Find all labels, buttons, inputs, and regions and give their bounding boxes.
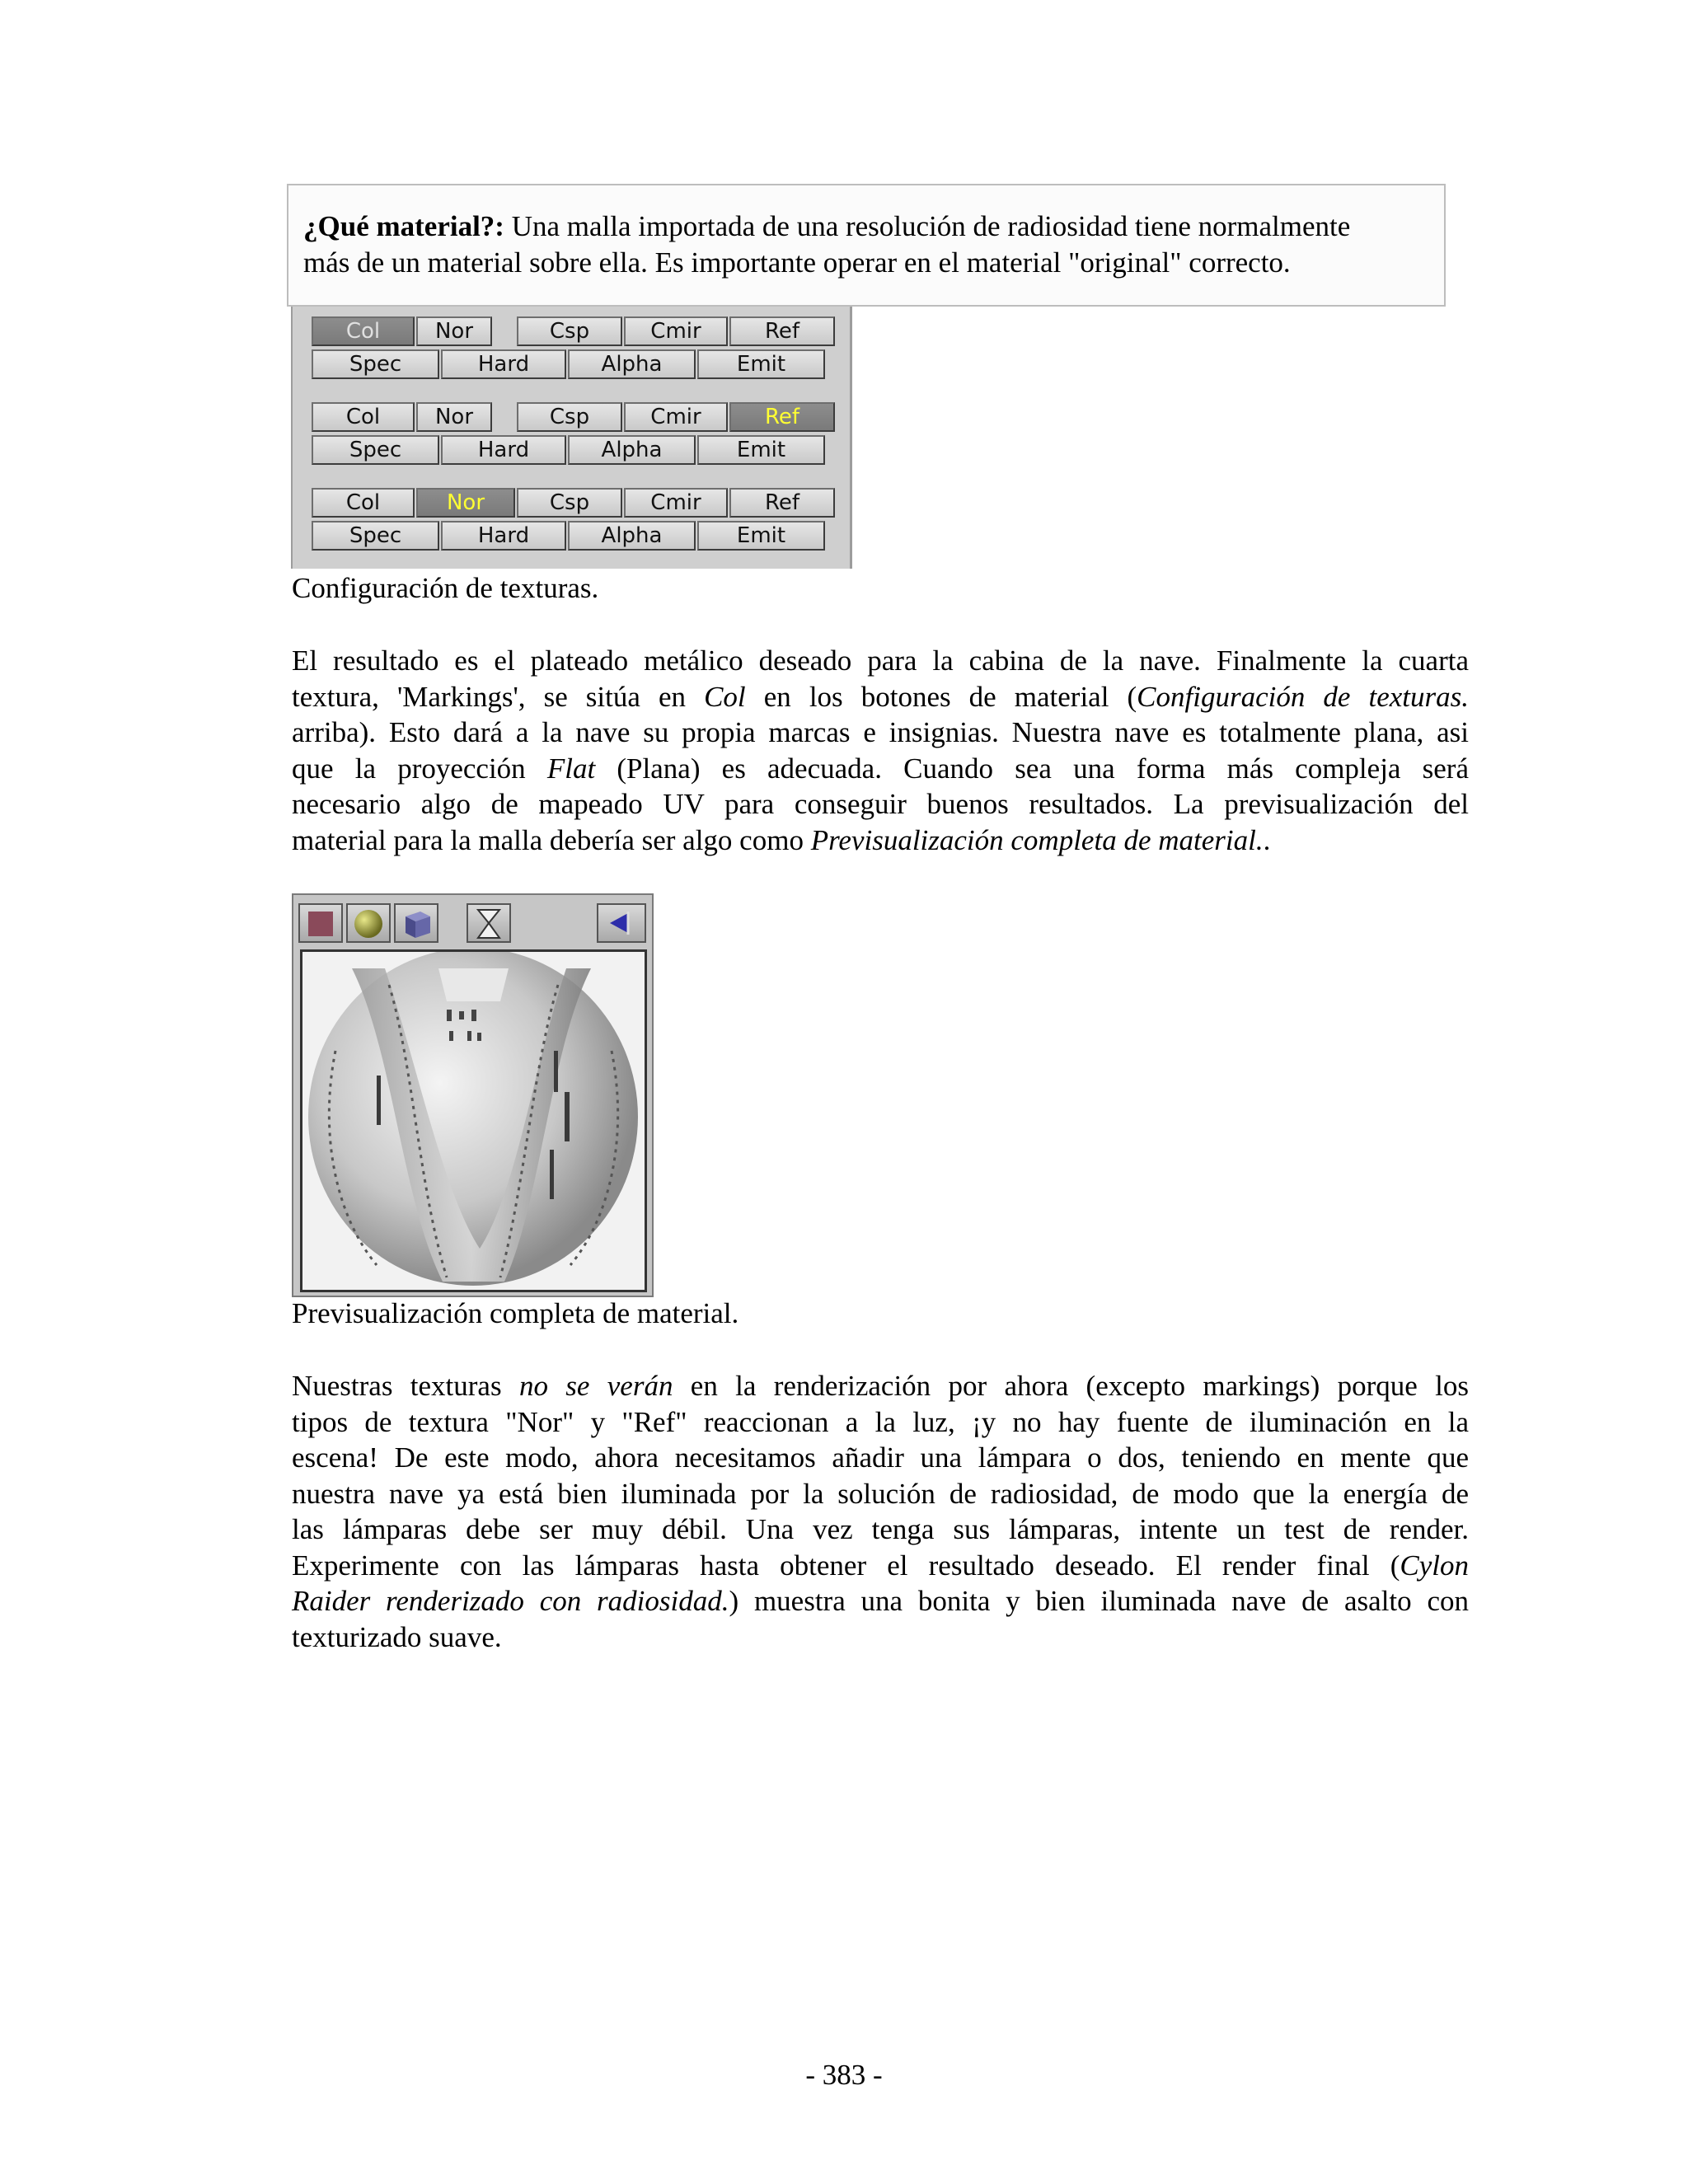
tex-csp-button[interactable]: Csp xyxy=(517,402,622,432)
tex-ref-button[interactable]: Ref xyxy=(729,402,835,432)
hourglass-icon xyxy=(468,905,509,941)
tex-col-button[interactable]: Col xyxy=(312,402,415,432)
text-run: Previsualización completa de material. xyxy=(810,823,1264,856)
tex-nor-button[interactable]: Nor xyxy=(416,402,492,432)
text-run: que la proyección xyxy=(292,752,547,785)
tex-nor-button[interactable]: Nor xyxy=(416,488,515,518)
plane-icon xyxy=(308,912,333,936)
text-run: (Plana) es adecuada. Cuando sea una forma más compleja será xyxy=(595,752,1469,785)
tex-alpha-button[interactable]: Alpha xyxy=(568,521,696,551)
text-run: textura, 'Markings', se sitúa en xyxy=(292,680,705,713)
preview-toolbar xyxy=(298,900,649,944)
tex-hard-button[interactable]: Hard xyxy=(441,435,566,465)
tex-hard-button[interactable]: Hard xyxy=(441,521,566,551)
text-line: texturizado suave. xyxy=(292,1620,502,1653)
cube-preview-button[interactable] xyxy=(394,903,438,943)
tex-spec-button[interactable]: Spec xyxy=(312,349,439,379)
sphere-preview-button[interactable] xyxy=(346,903,391,943)
tex-csp-button[interactable]: Csp xyxy=(517,488,622,518)
tex-spec-button[interactable]: Spec xyxy=(312,435,439,465)
text-run: material para la malla debería ser algo como xyxy=(292,823,811,856)
figure-caption-textures: Configuración de texturas. xyxy=(292,572,599,604)
text-line: tipos de textura "Nor" y "Ref" reaccionan a la luz, ¡y no hay fuente de iluminación en la xyxy=(292,1405,1469,1438)
note-text-1: Una malla importada de una resolución de radiosidad tiene normalmente xyxy=(504,210,1351,242)
tex-cmir-button[interactable]: Cmir xyxy=(624,402,728,432)
text-line: nuestra nave ya está bien iluminada por la solución de radiosidad, de modo que la energía de xyxy=(292,1477,1469,1510)
text-run: en la renderización por ahora (excepto markings) porque los xyxy=(673,1370,1469,1402)
tex-col-button[interactable]: Col xyxy=(312,316,415,346)
tex-alpha-button[interactable]: Alpha xyxy=(568,435,696,465)
text-line xyxy=(292,1368,1469,1404)
note-line-2: más de un material sobre ella. Es importante operar en el material "original" correcto. xyxy=(303,246,1291,279)
figure-caption-preview: Previsualización completa de material. xyxy=(292,1297,739,1329)
lamp-icon xyxy=(598,905,645,941)
tex-col-button[interactable]: Col xyxy=(312,488,415,518)
tex-alpha-button[interactable]: Alpha xyxy=(568,349,696,379)
sphere-icon xyxy=(354,910,382,938)
cube-icon xyxy=(396,905,437,941)
paragraph-result xyxy=(292,643,1469,858)
text-line: las lámparas debe ser muy débil. Una vez tenga sus lámparas, intente un test de render. xyxy=(292,1513,1469,1545)
preview-render-image xyxy=(302,952,645,1290)
text-line: El resultado es el plateado metálico deseado para la cabina de la nave. Finalmente la cuarta xyxy=(292,644,1469,677)
text-line: arriba). Esto dará a la nave su propia marcas e insignias. Nuestra nave es totalmente plana, asi xyxy=(292,716,1469,748)
text-run: Cylon xyxy=(1400,1549,1469,1582)
text-run: no se verán xyxy=(518,1370,673,1402)
text-run: Nuestras texturas xyxy=(292,1370,519,1402)
text-line: necesario algo de mapeado UV para conseguir buenos resultados. La previsualización del xyxy=(292,788,1469,820)
text-line: escena! De este modo, ahora necesitamos añadir una lámpara o dos, teniendo en mente que xyxy=(292,1441,1469,1474)
text-line xyxy=(292,1583,1469,1619)
tex-ref-button[interactable]: Ref xyxy=(729,316,835,346)
material-preview-panel xyxy=(292,893,654,1297)
text-run: en los botones de material ( xyxy=(745,680,1137,713)
text-run: Experimente con las lámparas hasta obtener el resultado deseado. El render final ( xyxy=(292,1549,1400,1582)
page-number: - 383 - xyxy=(805,2059,883,2091)
text-run: Configuración de texturas. xyxy=(1137,680,1470,713)
tex-emit-button[interactable]: Emit xyxy=(697,349,825,379)
text-line xyxy=(292,751,1469,787)
note-line-1 xyxy=(303,209,1428,245)
paragraph-lighting xyxy=(292,1368,1469,1655)
tex-hard-button[interactable]: Hard xyxy=(441,349,566,379)
tex-spec-button[interactable]: Spec xyxy=(312,521,439,551)
text-run: Flat xyxy=(546,752,596,785)
tex-csp-button[interactable]: Csp xyxy=(517,316,622,346)
tex-emit-button[interactable]: Emit xyxy=(697,435,825,465)
plane-preview-button[interactable] xyxy=(298,903,343,943)
lamp-preview-button[interactable] xyxy=(597,903,646,943)
note-box xyxy=(287,184,1446,307)
preview-render-area xyxy=(300,949,647,1292)
texture-config-panel xyxy=(291,307,852,569)
text-line xyxy=(292,823,1469,859)
note-label: ¿Qué material?: xyxy=(303,210,504,242)
text-line xyxy=(292,679,1469,715)
tex-cmir-button[interactable]: Cmir xyxy=(624,488,728,518)
tex-nor-button[interactable]: Nor xyxy=(416,316,492,346)
text-run: . xyxy=(1263,823,1271,856)
tex-cmir-button[interactable]: Cmir xyxy=(624,316,728,346)
text-line xyxy=(292,1548,1469,1584)
text-run: Col xyxy=(704,680,746,713)
tex-ref-button[interactable]: Ref xyxy=(729,488,835,518)
tex-emit-button[interactable]: Emit xyxy=(697,521,825,551)
world-preview-button[interactable] xyxy=(467,903,511,943)
text-run: Raider renderizado con radiosidad. xyxy=(292,1585,729,1617)
text-run: ) muestra una bonita y bien iluminada nave de asalto con xyxy=(729,1585,1469,1617)
